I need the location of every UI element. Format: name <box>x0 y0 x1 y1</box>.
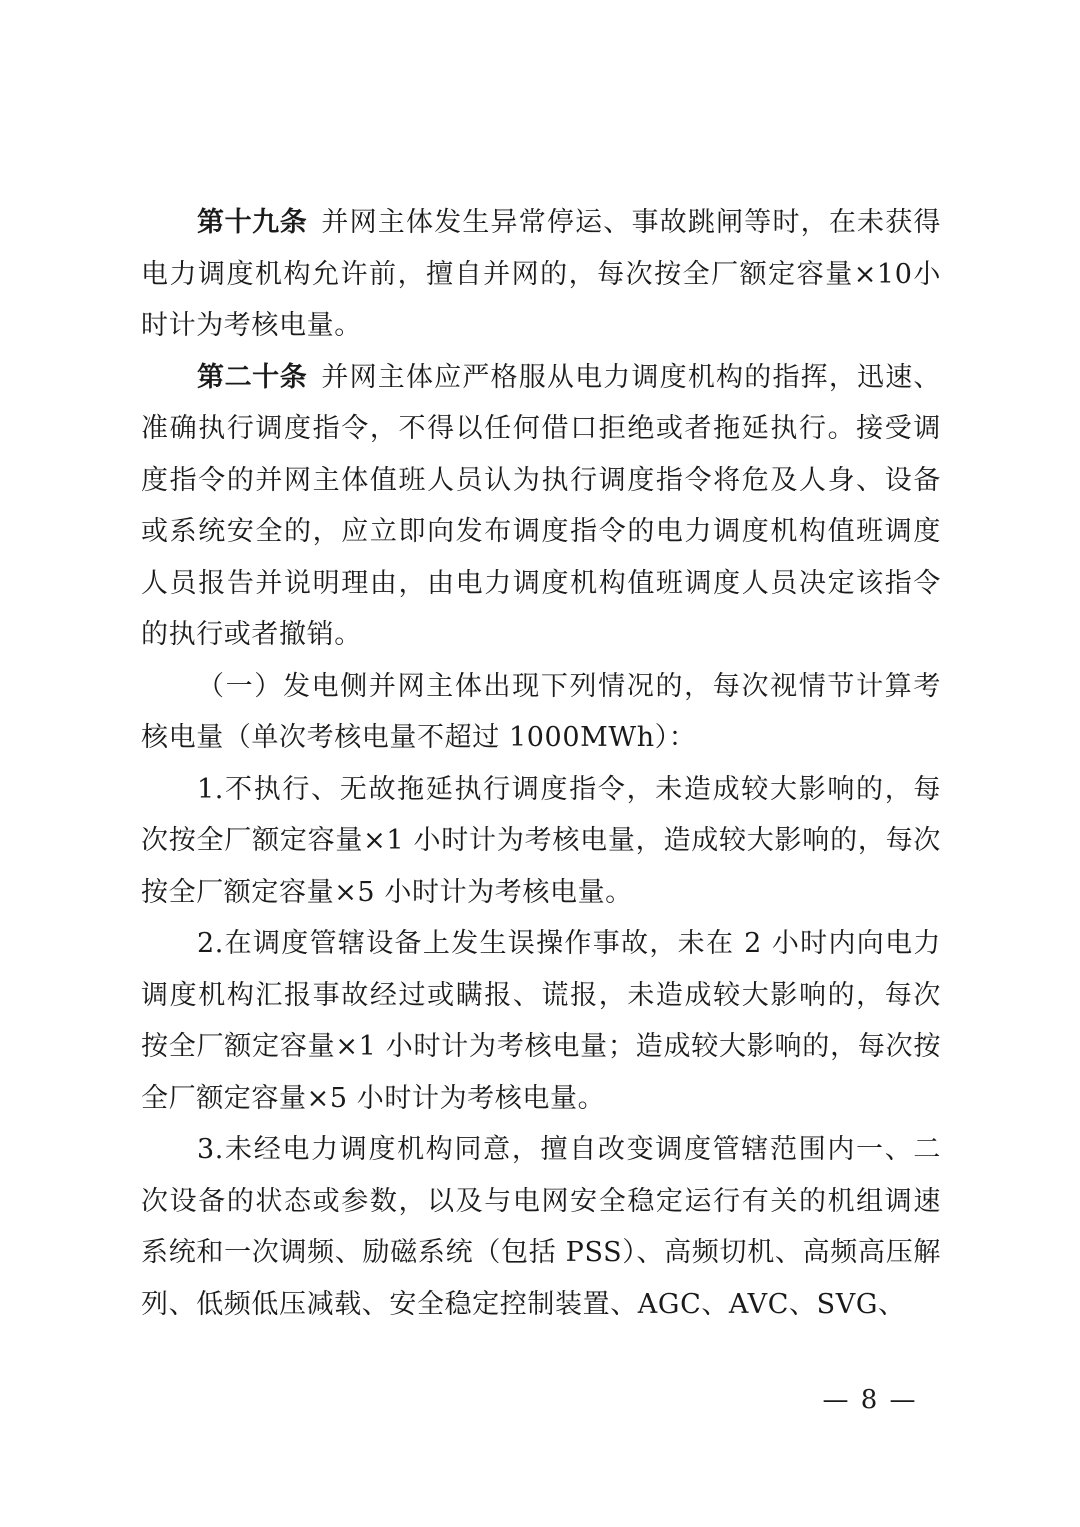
article-19-text: 并网主体发生异常停运、事故跳闸等时，在未获得电力调度机构允许前，擅自并网的，每次按全厂额定容量×10小时计为考核电量。 <box>141 207 942 341</box>
page-number: — 8 — <box>822 1385 918 1415</box>
article-20-paragraph <box>141 352 941 661</box>
section-1-paragraph: （一）发电侧并网主体出现下列情况的，每次视情节计算考核电量（单次考核电量不超过 1000MWh）： <box>141 670 941 753</box>
document-body <box>141 197 941 1330</box>
article-19-heading: 第十九条 <box>197 207 308 238</box>
item-3-paragraph: 3.未经电力调度机构同意，擅自改变调度管辖范围内一、二次设备的状态或参数，以及与电网安全稳定运行有关的机组调速系统和一次调频、励磁系统（包括 PSS）、高频切机、高频高压解列、低频低压减载、安全稳定控制装置、AGC、AVC、SVG、 <box>141 1134 941 1320</box>
article-20-heading: 第二十条 <box>197 361 308 393</box>
article-20-text: 并网主体应严格服从电力调度机构的指挥，迅速、准确执行调度指令，不得以任何借口拒绝或者拖延执行。接受调度指令的并网主体值班人员认为执行调度指令将危及人身、设备或系统安全的，应立即向发布调度指令的电力调度机构值班调度人员报告并说明理由，由电力调度机构值班调度人员决定该指令的执行或者撤销。 <box>141 361 942 650</box>
article-19-paragraph <box>141 197 941 352</box>
item-2-paragraph: 2.在调度管辖设备上发生误操作事故，未在 2 小时内向电力调度机构汇报事故经过或瞒报、谎报，未造成较大影响的，每次按全厂额定容量×1 小时计为考核电量；造成较大影响的，每次按全厂额定容量×5 小时计为考核电量。 <box>141 928 941 1114</box>
item-1-paragraph: 1.不执行、无故拖延执行调度指令，未造成较大影响的，每次按全厂额定容量×1 小时计为考核电量，造成较大影响的，每次按全厂额定容量×5 小时计为考核电量。 <box>141 773 941 908</box>
